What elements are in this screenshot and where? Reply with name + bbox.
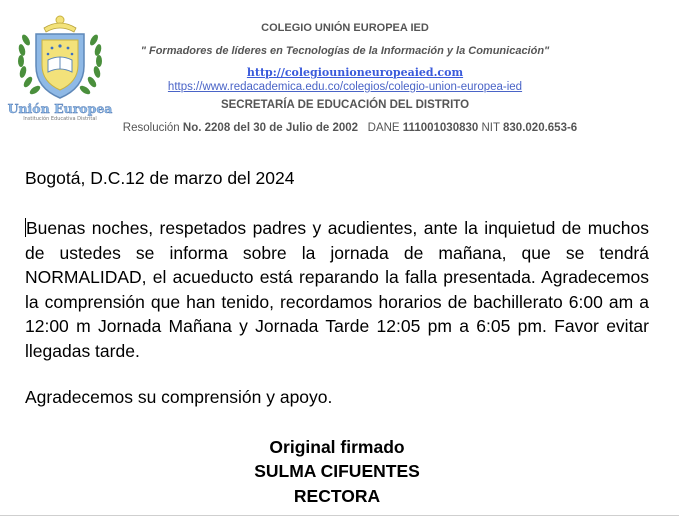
- logo-wordmark: Unión Europea: [7, 101, 113, 116]
- nit-label: NIT: [481, 122, 500, 134]
- letter-thanks: Agradecemos su comprensión y apoyo.: [25, 387, 333, 407]
- dane-number: 111001030830: [402, 122, 479, 134]
- secretary-name: SECRETARÍA DE EDUCACIÓN DEL DISTRITO: [220, 99, 470, 111]
- nit-number: 830.020.653-6: [503, 122, 578, 134]
- resolution-number: No. 2208 del 30 de Julio de 2002: [182, 122, 359, 134]
- signature-note: Original firmado: [269, 437, 405, 457]
- resolution-label: Resolución: [122, 122, 180, 134]
- letter-date: Bogotá, D.C.12 de marzo del 2024: [25, 168, 295, 188]
- school-website-link[interactable]: http://colegiounioneuropeaied.com: [246, 66, 464, 79]
- signer-name: SULMA CIFUENTES: [254, 461, 420, 481]
- school-name: COLEGIO UNIÓN EUROPEA IED: [261, 22, 429, 34]
- dane-label: DANE: [367, 122, 400, 134]
- school-motto: " Formadores de líderes en Tecnologías de la Información y la Comunicación": [140, 45, 550, 57]
- signer-role: RECTORA: [293, 486, 381, 506]
- redacademica-link[interactable]: https://www.redacademica.edu.co/colegios/colegio-union-europea-ied: [167, 81, 523, 93]
- page-divider: [0, 515, 679, 516]
- logo-subtext: Institución Educativa Distrital: [23, 116, 97, 122]
- resolution-line: [70, 122, 630, 134]
- letter-body-text: Buenas noches, respetados padres y acudientes, ante la inquietud de muchos de ustedes se informa sobre la jornada de mañana, que se tendrá NORMALIDAD, el acueducto está reparando la falla presentada. Agradecemos la comprensión que han tenido, recordamos horarios de bachillerato 6:00 am a 12:00 m Jornada Mañana y Jornada Tarde 12:05 pm a 6:05 pm. Favor evitar llegadas tarde.: [25, 218, 649, 361]
- letter-body[interactable]: [25, 216, 649, 363]
